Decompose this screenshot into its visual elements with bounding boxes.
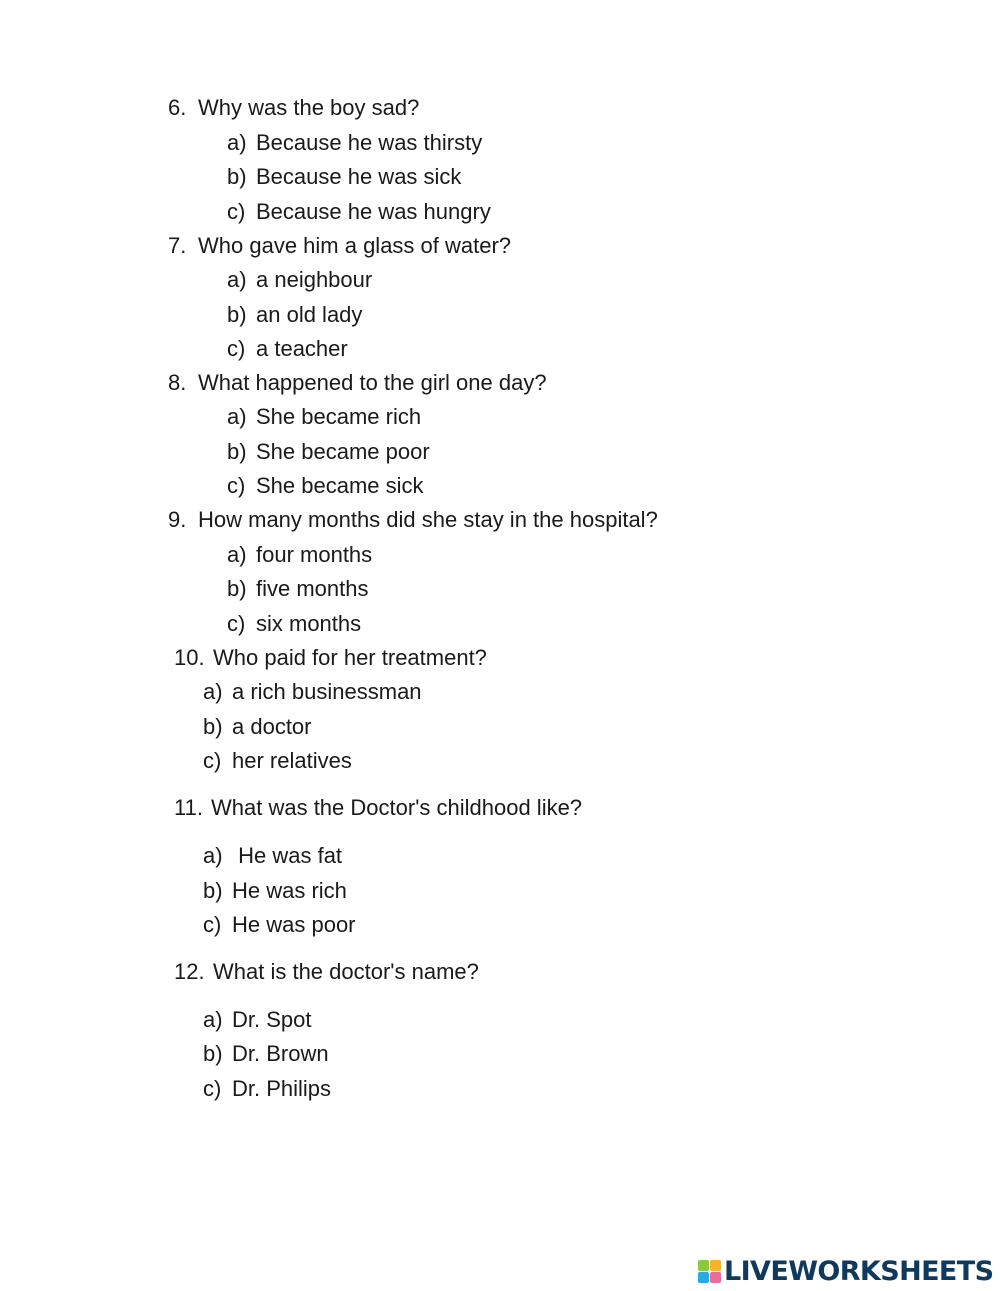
question-9-option-a-marker: a) (227, 542, 247, 567)
liveworksheets-logo (698, 1256, 993, 1286)
question-12-option-c (203, 1072, 331, 1106)
question-10-option-b-text: a doctor (232, 714, 312, 739)
question-10-option-c (203, 744, 352, 778)
question-8-marker: 8. (168, 370, 187, 395)
question-6-option-b-text: Because he was sick (256, 164, 462, 189)
question-12-option-c-text: Dr. Philips (232, 1076, 332, 1101)
question-8-text: What happened to the girl one day? (198, 370, 547, 395)
question-12-option-b-marker: b) (203, 1041, 223, 1066)
question-12-option-a (203, 1003, 311, 1037)
question-9-option-b-text: five months (256, 576, 369, 601)
question-8-option-b-marker: b) (227, 439, 247, 464)
question-6-option-c-text: Because he was hungry (256, 199, 491, 224)
question-9-option-c-marker: c) (227, 611, 246, 636)
question-11-option-c-text: He was poor (232, 912, 356, 937)
question-11-option-b (203, 874, 347, 908)
question-6-option-b (227, 160, 461, 194)
question-11-option-a (203, 839, 342, 873)
question-6-option-a-text: Because he was thirsty (256, 130, 483, 155)
question-7-text: Who gave him a glass of water? (198, 233, 512, 258)
question-7 (168, 229, 511, 263)
question-6-text: Why was the boy sad? (198, 95, 420, 120)
question-9-option-b (227, 572, 369, 606)
question-12-option-a-text: Dr. Spot (232, 1007, 312, 1032)
question-11-option-b-text: He was rich (232, 878, 347, 903)
question-8 (168, 366, 547, 400)
question-6-option-a-marker: a) (227, 130, 247, 155)
logo-text: LIVEWORKSHEETS (724, 1255, 994, 1287)
question-9-text: How many months did she stay in the hospital? (198, 507, 658, 532)
question-7-option-b (227, 298, 362, 332)
question-11-option-a-text: He was fat (232, 843, 343, 868)
question-10-option-b (203, 710, 312, 744)
question-7-option-a (227, 263, 372, 297)
question-9-option-c-text: six months (256, 611, 362, 636)
question-11-option-a-marker: a) (203, 843, 223, 868)
question-6-option-c (227, 195, 491, 229)
question-7-option-a-text: a neighbour (256, 267, 373, 292)
question-9-option-a (227, 538, 372, 572)
question-9-marker: 9. (168, 507, 187, 532)
question-8-option-a-text: She became rich (256, 404, 422, 429)
question-8-option-b-text: She became poor (256, 439, 430, 464)
question-10-option-c-marker: c) (203, 748, 222, 773)
question-8-option-a-marker: a) (227, 404, 247, 429)
question-8-option-c (227, 469, 424, 503)
question-12-text: What is the doctor's name? (213, 959, 479, 984)
question-6 (168, 91, 419, 125)
question-6-option-c-marker: c) (227, 199, 246, 224)
question-8-option-c-marker: c) (227, 473, 246, 498)
question-12-option-a-marker: a) (203, 1007, 223, 1032)
question-12-marker: 12. (174, 959, 205, 984)
question-9-option-c (227, 607, 361, 641)
logo-square-icon (710, 1272, 721, 1283)
question-7-option-c (227, 332, 348, 366)
question-10-option-c-text: her relatives (232, 748, 352, 773)
question-7-option-b-marker: b) (227, 302, 247, 327)
question-7-option-c-text: a teacher (256, 336, 348, 361)
question-6-option-b-marker: b) (227, 164, 247, 189)
question-10 (174, 641, 487, 675)
question-7-option-b-text: an old lady (256, 302, 363, 327)
question-9 (168, 503, 658, 537)
question-9-option-a-text: four months (256, 542, 373, 567)
question-11-marker: 11. (174, 795, 203, 820)
question-7-marker: 7. (168, 233, 187, 258)
question-11 (174, 791, 582, 825)
question-12 (174, 955, 479, 989)
question-8-option-a (227, 400, 421, 434)
question-6-marker: 6. (168, 95, 187, 120)
question-10-option-a (203, 675, 422, 709)
question-10-option-a-text: a rich businessman (232, 679, 422, 704)
logo-square-icon (698, 1260, 709, 1271)
question-10-text: Who paid for her treatment? (213, 645, 487, 670)
logo-square-icon (698, 1272, 709, 1283)
question-10-option-a-marker: a) (203, 679, 223, 704)
question-6-option-a (227, 126, 482, 160)
question-11-text: What was the Doctor's childhood like? (211, 795, 583, 820)
question-12-option-c-marker: c) (203, 1076, 222, 1101)
question-11-option-b-marker: b) (203, 878, 223, 903)
liveworksheets-icon (698, 1260, 721, 1283)
question-7-option-a-marker: a) (227, 267, 247, 292)
question-11-option-c-marker: c) (203, 912, 222, 937)
question-7-option-c-marker: c) (227, 336, 246, 361)
logo-square-icon (710, 1260, 721, 1271)
question-8-option-b (227, 435, 430, 469)
question-10-marker: 10. (174, 645, 205, 670)
question-11-option-c (203, 908, 356, 942)
question-12-option-b (203, 1037, 329, 1071)
question-9-option-b-marker: b) (227, 576, 247, 601)
question-12-option-b-text: Dr. Brown (232, 1041, 329, 1066)
question-8-option-c-text: She became sick (256, 473, 424, 498)
question-10-option-b-marker: b) (203, 714, 223, 739)
